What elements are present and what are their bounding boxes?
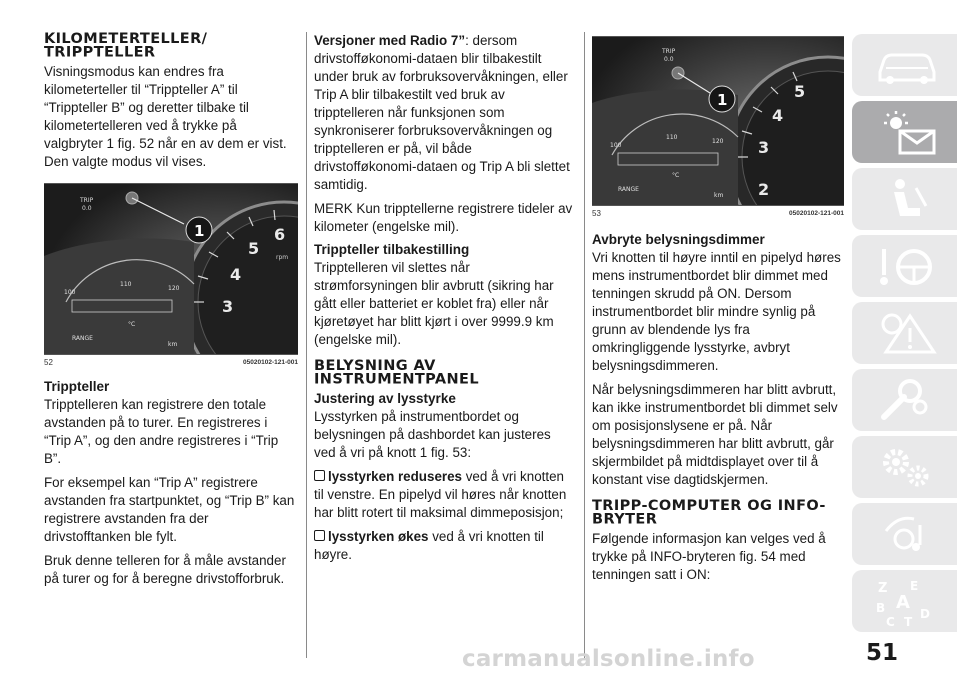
gauge-digit: 6: [274, 225, 286, 244]
tab-car[interactable]: [852, 34, 957, 96]
subheading: Avbryte belysningsdimmer: [592, 232, 765, 247]
subheading: Justering av lysstyrke: [314, 391, 456, 406]
temp-label: 110: [120, 281, 132, 288]
tab-emergency[interactable]: [852, 302, 957, 364]
tab-starting[interactable]: [852, 235, 957, 297]
figure-52: [44, 183, 298, 367]
trip-label: TRIP: [80, 197, 94, 204]
bold-lead: Versjoner med Radio 7”: [314, 33, 466, 48]
list-item: [314, 528, 576, 564]
km-label: km: [714, 192, 724, 199]
gears-icon: [874, 444, 940, 490]
tab-maintenance[interactable]: [852, 369, 957, 431]
odo-reading: 0.0: [82, 205, 92, 212]
paragraph: For eksempel kan “Trip A” registrere avstanden fra startpunktet, og “Trip B” kan registrere avstanden fra der drivstofftanken ble fylt.: [44, 475, 295, 544]
range-label: RANGE: [72, 335, 93, 342]
warning-triangle-icon: [874, 310, 940, 356]
list-item-text: ved å vri knotten til venstre. En pipelyd vil høres når knotten har blitt rotert til maksimal dimmeposisjon;: [314, 469, 567, 520]
subheading: Trippteller: [44, 379, 110, 394]
gauge-digit: 4: [230, 265, 242, 284]
km-label: km: [168, 341, 178, 348]
section-heading: TRIPP-COMPUTER OG INFO-BRYTER: [592, 498, 826, 528]
odo-reading: 0.0: [664, 56, 674, 63]
multimedia-note-icon: [874, 511, 940, 557]
tab-technical[interactable]: [852, 436, 957, 498]
trip-label: TRIP: [662, 48, 676, 55]
gauge-digit: 4: [772, 106, 784, 125]
paragraph: Visningsmodus kan endres fra kilometerteller til “Trippteller A” til “Trippteller B” og deretter tilbake til kilometertelleren ved å trykke på valgbryter 1 fig. 52 når en av dem er vist. Den valgte modus vil vises.: [44, 64, 287, 169]
dashboard-light-mail-icon: [874, 109, 940, 155]
gauge-digit: 5: [248, 239, 260, 258]
tab-dashboard[interactable]: [852, 101, 957, 163]
index-letter: D: [920, 607, 930, 621]
gauge-digit: 2: [758, 180, 770, 199]
paragraph: Lysstyrken på instrumentbordet og belysningen på dashbordet kan justeres ved å vri på knott 1 fig. 53:: [314, 409, 551, 460]
figure-code: 05020102-121-001: [243, 359, 298, 366]
index-letter: B: [876, 601, 886, 615]
bold-lead: lysstyrken økes: [328, 529, 429, 544]
car-icon: [874, 42, 940, 88]
paragraph-text: : dersom drivstofføkonomi-dataen blir tilbakestilt under bruk av forbruksovervåkningen, eller Trip A blir tilbakestilt ved bruk av tripptelleren når funksjonen som synkroniserer forbruksovervåkningen og tripptelleren er på, vil både drivstofføkonomi-dataen og Trip A bli slettet samtidig.: [314, 33, 570, 192]
temp-label: 100: [64, 289, 76, 296]
bullet-icon: [314, 470, 325, 481]
figure-number: 53: [592, 209, 601, 218]
watermark: carmanualsonline.info: [462, 646, 755, 672]
index-letter: C: [886, 615, 895, 628]
instrument-cluster-image: [592, 37, 844, 205]
column-divider: [584, 32, 585, 658]
temp-unit: °C: [128, 321, 136, 328]
bullet-icon: [314, 530, 325, 541]
index-letter: T: [904, 615, 913, 628]
list-item-text: ved å vri knotten til høyre.: [314, 529, 544, 562]
column-left: [44, 32, 298, 594]
figure-number: 52: [44, 358, 53, 367]
index-letter: A: [896, 592, 910, 613]
section-heading: KILOMETERTELLER/ TRIPPTELLER: [44, 31, 208, 61]
seat-airbag-icon: [874, 176, 940, 222]
bold-lead: lysstyrken reduseres: [328, 469, 462, 484]
paragraph: Følgende informasjon kan velges ved å trykke på INFO-bryteren fig. 54 med tenningen satt i ON:: [592, 531, 826, 582]
tab-safety[interactable]: [852, 168, 957, 230]
alphabet-index-icon: [874, 578, 940, 628]
callout-number: 1: [194, 222, 205, 240]
paragraph: Når belysningsdimmeren har blitt avbrutt, kan ikke instrumentbordet bli dimmet selv om posisjonslysene er på. Når belysningsdimmeren har blitt avbrutt, går skjermbildet på midtdisplayet over til å konstant vise dagtidskjermen.: [592, 382, 838, 487]
instrument-cluster-image: [44, 184, 298, 354]
figure-code: 05020102-121-001: [789, 210, 844, 217]
callout-number: 1: [717, 91, 728, 109]
temp-label: 110: [666, 134, 678, 141]
figure-caption: [44, 354, 298, 367]
column-middle: [314, 32, 576, 570]
range-label: RANGE: [618, 186, 639, 193]
paragraph: [314, 32, 576, 194]
tab-index[interactable]: [852, 570, 957, 632]
temp-label: 120: [168, 285, 180, 292]
index-letter: Z: [878, 581, 888, 596]
figure-53: [592, 36, 844, 218]
subheading: Trippteller tilbakestilling: [314, 242, 470, 257]
steering-wheel-icon: [874, 243, 940, 289]
paragraph: Tripptelleren kan registrere den totale avstanden på to turer. En registreres i “Trip A”, og den andre registreres i “Trip B”.: [44, 397, 279, 466]
figure-caption: [592, 205, 844, 218]
list-item: [314, 468, 576, 522]
section-heading: BELYSNING AV INSTRUMENTPANEL: [314, 358, 479, 388]
paragraph: Bruk denne telleren for å måle avstander på turer og for å beregne drivstofforbruk.: [44, 553, 286, 586]
index-letter: E: [910, 579, 919, 593]
paragraph: Tripptelleren vil slettes når strømforsyningen blir avbrutt (sikring har gått eller batteriet er koblet fra) eller når kjøretøyet har blitt kjørt i over 9999.9 km (engelske mil).: [314, 260, 554, 347]
temp-label: 100: [610, 142, 622, 149]
gauge-digit: 3: [222, 297, 234, 316]
temp-label: 120: [712, 138, 724, 145]
temp-unit: °C: [672, 172, 680, 179]
note-paragraph: MERK Kun tripptellerne registrere tideler av kilometer (engelske mil).: [314, 201, 573, 234]
wrench-icon: [874, 377, 940, 423]
gauge-digit: 5: [794, 82, 806, 101]
page-number: 51: [866, 640, 899, 666]
tab-multimedia[interactable]: [852, 503, 957, 565]
column-divider: [306, 32, 307, 658]
column-right: [592, 32, 844, 590]
paragraph: Vri knotten til høyre inntil en pipelyd høres mens instrumentbordet blir dimmet med tenningen skrudd på ON. Dersom instrumentbordet blir mindre synlig på grunn av blendende lys fra omkringliggende lysstyrke, avbryt belysningsdimmeren.: [592, 250, 841, 373]
gauge-digit: 3: [758, 138, 770, 157]
rpm-label: rpm: [276, 254, 289, 261]
